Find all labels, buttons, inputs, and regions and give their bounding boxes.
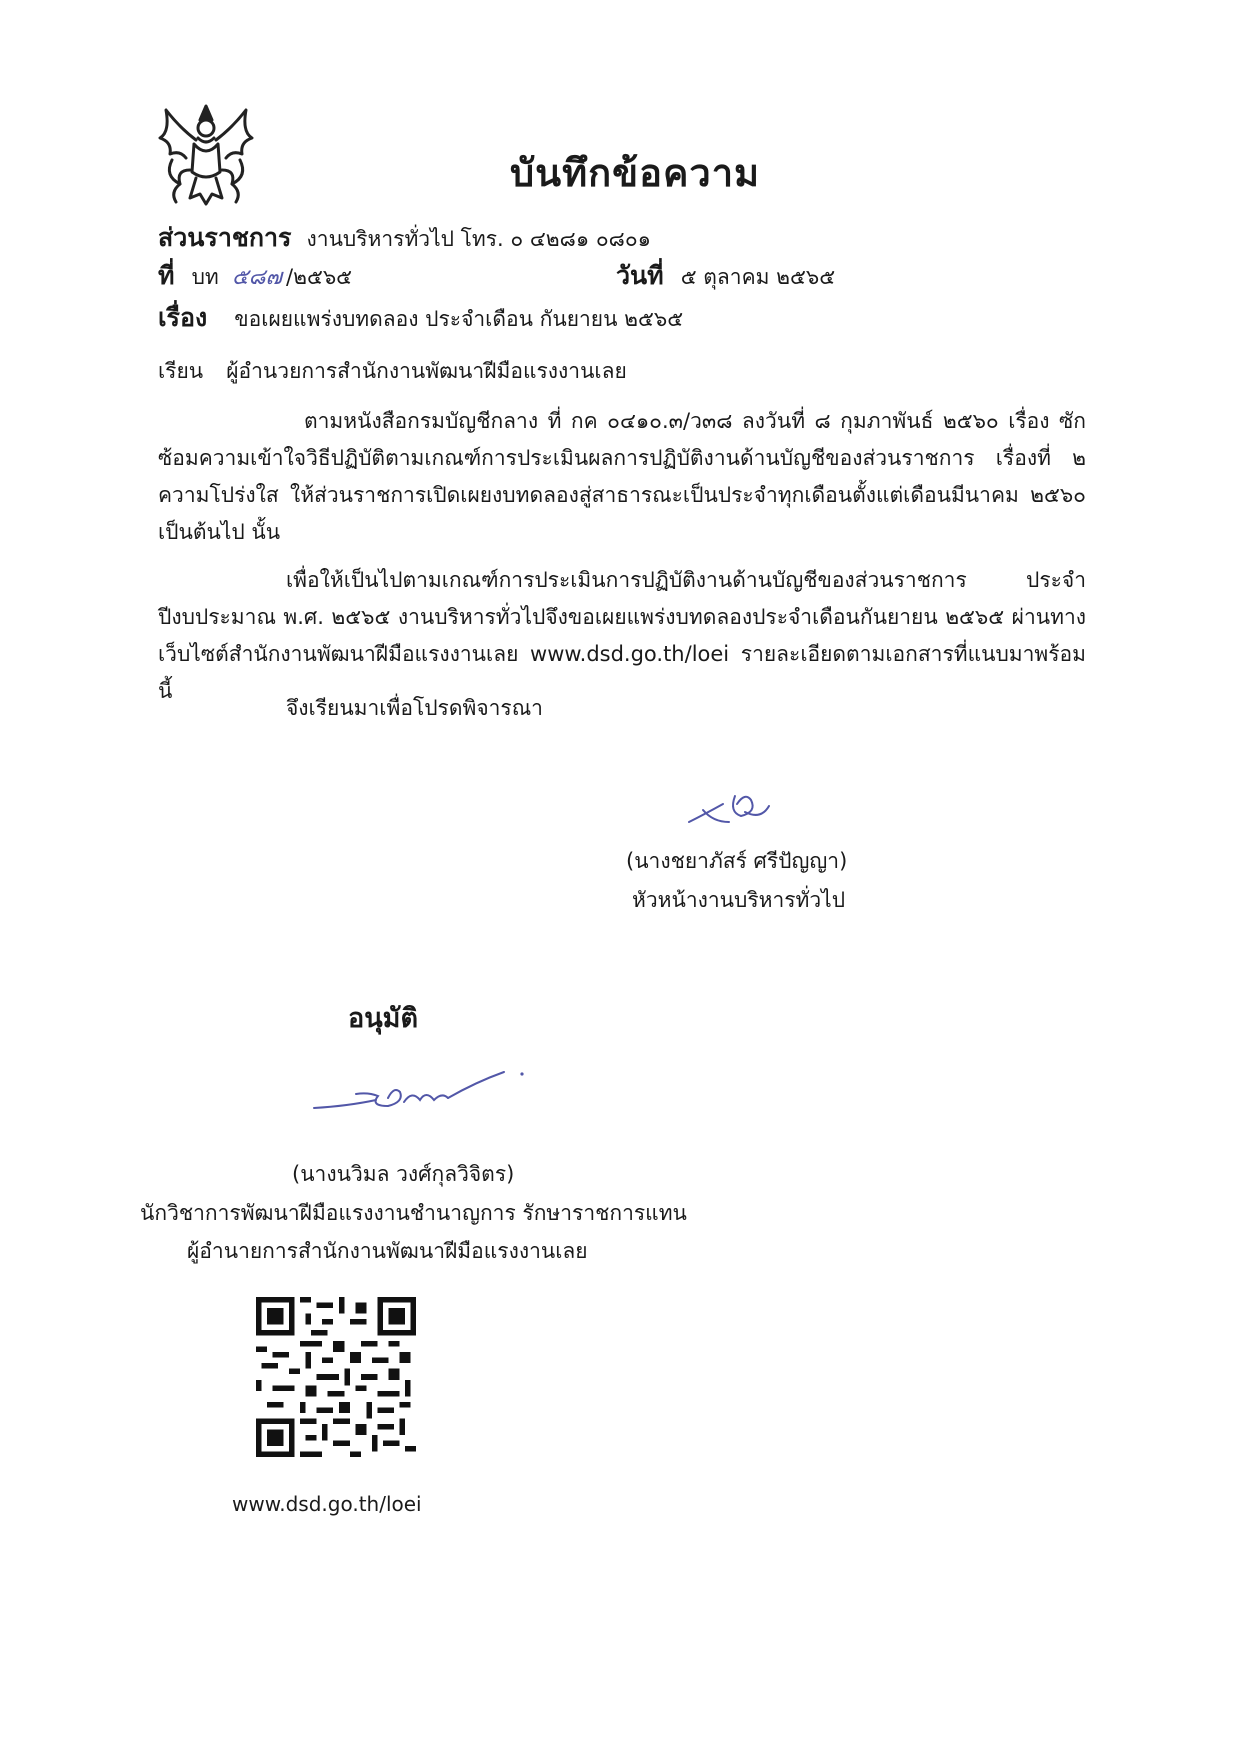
subject-value: ขอเผยแพร่งบทดลอง ประจำเดือน กันยายน ๒๕๖๕ bbox=[234, 307, 684, 331]
handwritten-signature bbox=[308, 1062, 530, 1122]
reference-suffix: /๒๕๖๕ bbox=[286, 265, 353, 289]
addressee-value: ผู้อำนวยการสำนักงานพัฒนาฝีมือแรงงานเลย bbox=[226, 359, 627, 383]
garuda-emblem-icon bbox=[150, 98, 262, 210]
signer-name: (นางชยาภัสร์ ศรีปัญญา) bbox=[626, 849, 848, 873]
date-label: วันที่ bbox=[616, 261, 664, 290]
approver-name: (นางนวิมล วงศ์กุลวิจิตร) bbox=[292, 1162, 515, 1186]
date-row bbox=[616, 256, 835, 296]
approver-position-line-2: ผู้อำนายการสำนักงานพัฒนาฝีมือแรงงานเลย bbox=[187, 1239, 588, 1263]
closing-line: จึงเรียนมาเพื่อโปรดพิจารณา bbox=[286, 696, 543, 720]
body-paragraph-2: เพื่อให้เป็นไปตามเกณฑ์การประเมินการปฏิบัติงานด้านบัญชีของส่วนราชการ ประจำปีงบประมาณ พ.ศ. ๒๕๖๕ งานบริหารทั่วไปจึงขอเผยแพร่งบทดลองประจำเดือนกันยายน ๒๕๖๕ ผ่านทางเว็บไซต์สำนักงานพัฒนาฝีมือแรงงานเลย www.dsd.go.th/loei รายละเอียดตามเอกสารที่แนบมาพร้อมนี้ bbox=[158, 568, 1086, 703]
memo-title: บันทึกข้อความ bbox=[510, 151, 761, 195]
approval-label: อนุมัติ bbox=[348, 1003, 419, 1034]
addressee-row bbox=[158, 355, 627, 388]
date-value: ๕ ตุลาคม ๒๕๖๕ bbox=[680, 265, 836, 289]
qr-code-icon bbox=[256, 1297, 416, 1457]
department-label: ส่วนราชการ bbox=[158, 223, 292, 252]
department-row bbox=[158, 218, 651, 258]
subject-row bbox=[158, 298, 683, 338]
department-value: งานบริหารทั่วไป โทร. ๐ ๔๒๘๑ ๐๘๐๑ bbox=[306, 227, 652, 251]
reference-row bbox=[158, 256, 352, 296]
reference-label: ที่ bbox=[158, 261, 175, 290]
addressee-label: เรียน bbox=[158, 359, 204, 383]
subject-label: เรื่อง bbox=[158, 303, 208, 332]
body-paragraph-1: ตามหนังสือกรมบัญชีกลาง ที่ กค ๐๔๑๐.๓/ว๓๘ ลงวันที่ ๘ กุมภาพันธ์ ๒๕๖๐ เรื่อง ซักซ้อมความเข้าใจวิธีปฏิบัติตามเกณฑ์การประเมินผลการปฏิบัติงานด้านบัญชีของส่วนราชการ เรื่องที่ ๒ ความโปร่งใส ให้ส่วนราชการเปิดเผยงบทดลองสู่สาธารณะเป็นประจำทุกเดือนตั้งแต่เดือนมีนาคม ๒๕๖๐ เป็นต้นไป นั้น bbox=[158, 409, 1086, 544]
qr-url-text: www.dsd.go.th/loei bbox=[232, 1492, 422, 1516]
signer-position: หัวหน้างานบริหารทั่วไป bbox=[632, 888, 846, 912]
reference-handwritten-number: ๕๘๗ bbox=[231, 265, 283, 290]
reference-prefix: บท bbox=[191, 265, 219, 289]
approver-position-line-1: นักวิชาการพัฒนาฝีมือแรงงานชำนาญการ รักษาราชการแทน bbox=[140, 1201, 687, 1225]
handwritten-signature bbox=[685, 782, 795, 832]
